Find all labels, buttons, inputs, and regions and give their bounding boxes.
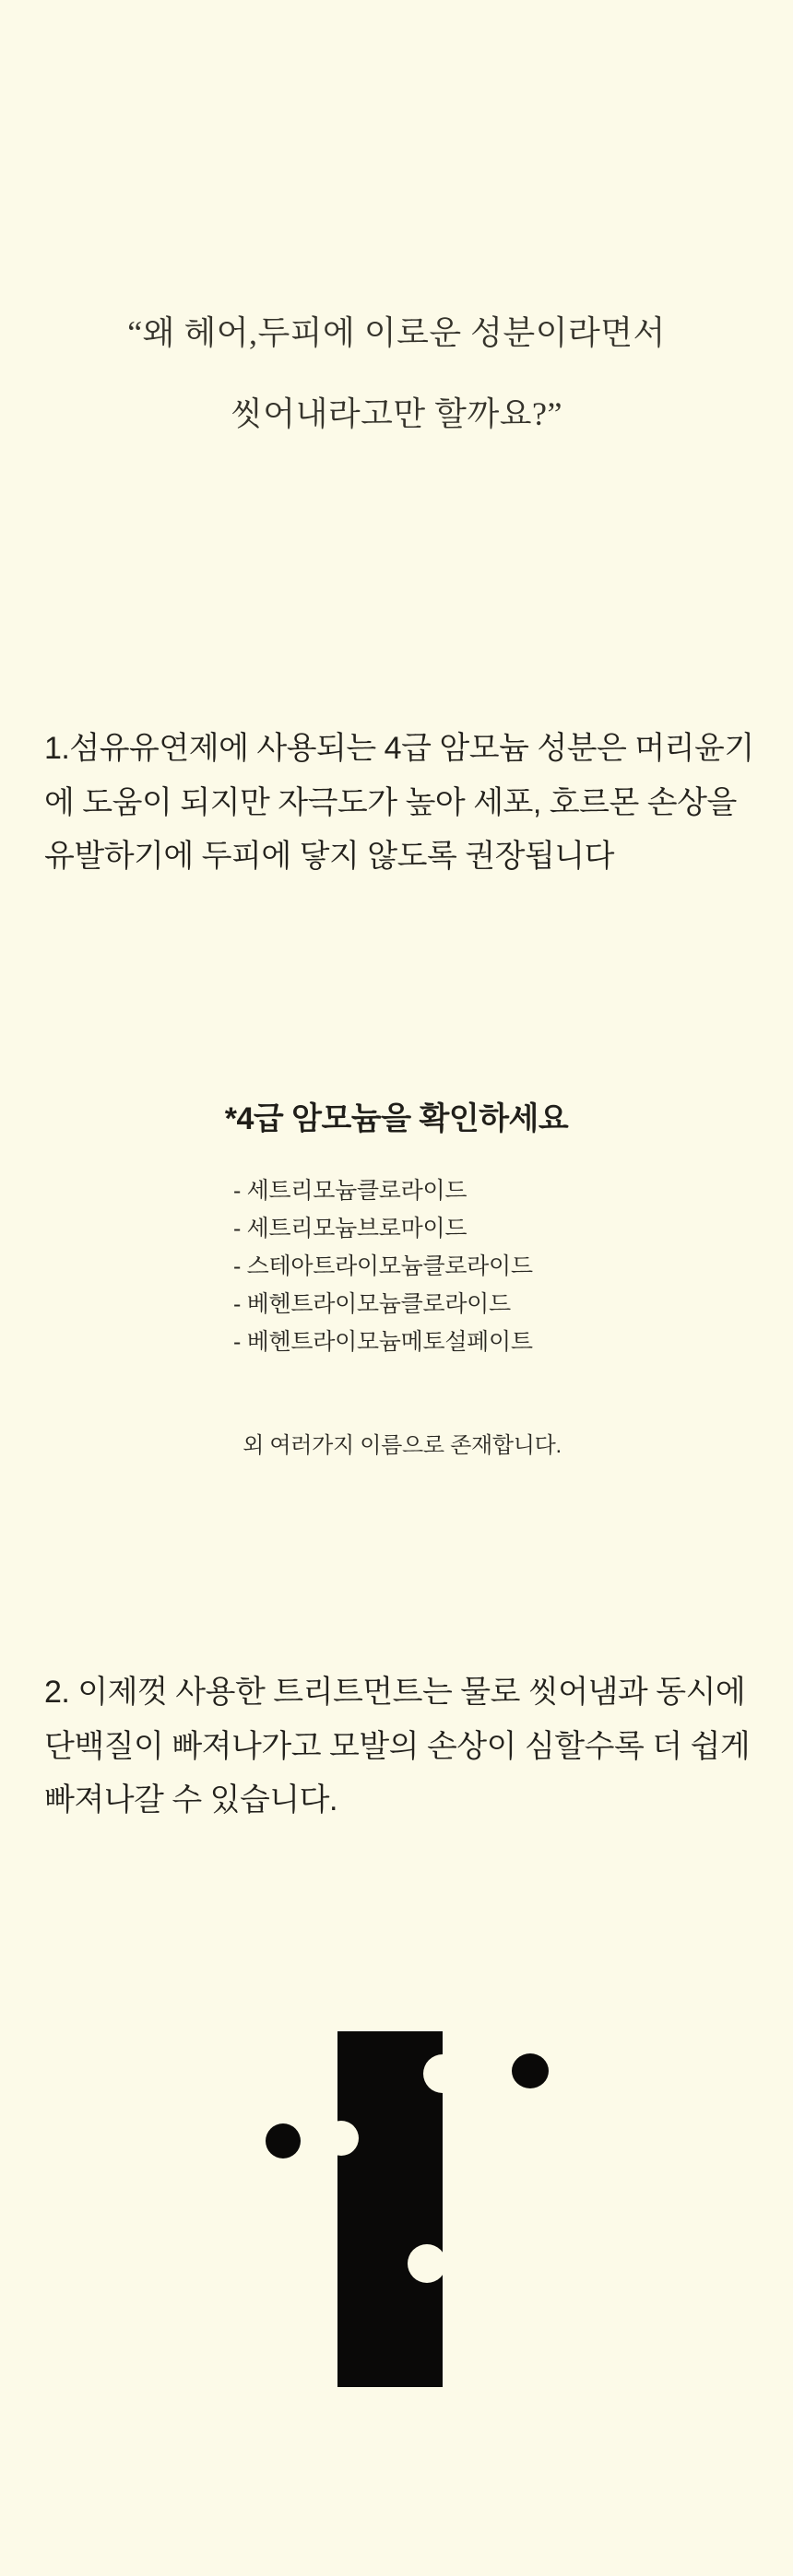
quote-line-2: 씻어내라고만 할까요?” bbox=[231, 395, 562, 432]
list-item-behentrimonium-methosulfate: - 베헨트라이모늄메토설페이트 bbox=[233, 1329, 533, 1355]
list-item-steartrimonium-chloride: - 스테아트라이모늄클로라이드 bbox=[233, 1253, 533, 1279]
list-item-cetrimonium-bromide: - 세트리모늄브로마이드 bbox=[233, 1216, 468, 1241]
list-item-behentrimonium-chloride: - 베헨트라이모늄클로라이드 bbox=[233, 1291, 511, 1317]
list-item-cetrimonium-chloride: - 세트리모늄클로라이드 bbox=[233, 1178, 468, 1204]
notch-circle-bottom-right bbox=[408, 2244, 446, 2283]
extracted-dot-left bbox=[266, 2123, 301, 2158]
ammonium-note: 외 여러가지 이름으로 존재합니다. bbox=[243, 1433, 562, 1458]
notch-circle-left bbox=[324, 2121, 359, 2156]
extracted-dot-right bbox=[512, 2053, 549, 2088]
paragraph-treatment-protein-loss: 2. 이제껏 사용한 트리트먼트는 물로 씻어냄과 동시에 단백질이 빠져나가고 모발의 손상이 심할수록 더 쉽게 빠져나갈 수 있습니다. bbox=[44, 1675, 751, 1817]
paragraph-ammonium-warning: 1.섬유유연제에 사용되는 4급 암모늄 성분은 머리윤기에 도움이 되지만 자극도가 높아 세포, 호르몬 손상을 유발하기에 두피에 닿지 않도록 권장됩니다 bbox=[44, 731, 754, 874]
ammonium-ingredient-list bbox=[233, 1172, 533, 1361]
ammonium-check-heading: *4급 암모늄을 확인하세요 bbox=[224, 1101, 569, 1136]
bar-extraction-illustration bbox=[0, 2009, 793, 2576]
notch-circle-top-right bbox=[423, 2054, 462, 2093]
quote-line-1: “왜 헤어,두피에 이로운 성분이라면서 bbox=[127, 314, 666, 351]
